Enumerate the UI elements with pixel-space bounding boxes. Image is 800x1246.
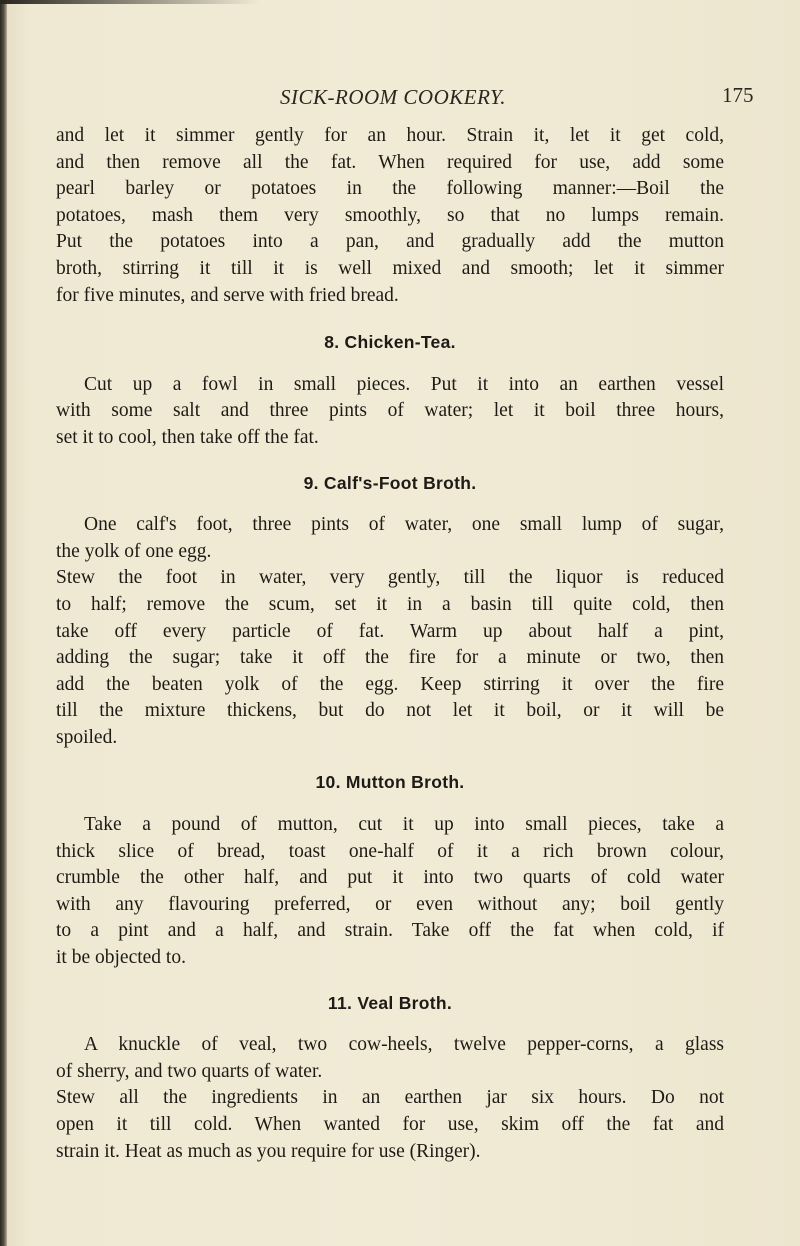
text-line: Cut up a fowl in small pieces. Put it into an earthen vessel <box>84 373 724 395</box>
text-line: A knuckle of veal, two cow-heels, twelve pepper-corns, a glass <box>84 1034 724 1056</box>
text-line: add the beaten yolk of the egg. Keep stirring it over the fire <box>56 673 724 695</box>
text-line: adding the sugar; take it off the fire for a minute or two, then <box>56 647 724 669</box>
paragraph <box>56 812 724 972</box>
text-line: and let it simmer gently for an hour. Strain it, let it get cold, <box>56 125 724 146</box>
text-line: to half; remove the scum, set it in a basin till quite cold, then <box>56 593 724 615</box>
text-line: take off every particle of fat. Warm up about half a pint, <box>56 620 724 642</box>
text-line: with some salt and three pints of water; let it boil three hours, <box>56 400 724 422</box>
paragraph <box>56 123 724 309</box>
page-binding-edge <box>0 0 7 1246</box>
text-line: open it till cold. When wanted for use, skim off the fat and <box>56 1114 724 1135</box>
text-line: till the mixture thickens, but do not let it boil, or it will be <box>56 700 724 722</box>
text-line: Stew all the ingredients in an earthen jar six hours. Do not <box>56 1087 724 1109</box>
recipe-heading: 10. Mutton Broth. <box>315 772 465 793</box>
body-text <box>56 123 724 1165</box>
text-line: and then remove all the fat. When required for use, add some <box>56 151 724 173</box>
text-line: the yolk of one egg. <box>56 540 212 562</box>
running-head <box>0 85 800 115</box>
text-line: to a pint and a half, and strain. Take off the fat when cold, if <box>56 920 724 942</box>
page-top-shadow <box>0 0 260 4</box>
page-number: 175 <box>722 83 754 107</box>
recipe-heading: 11. Veal Broth. <box>327 992 453 1013</box>
text-line: potatoes, mash them very smoothly, so that no lumps remain. <box>56 204 724 226</box>
paragraph <box>56 372 724 452</box>
paragraph <box>56 1085 724 1165</box>
text-line: broth, stirring it till it is well mixed and smooth; let it simmer <box>56 257 724 279</box>
paragraph <box>56 512 724 565</box>
text-line: for five minutes, and serve with fried bread. <box>56 284 399 306</box>
text-line: set it to cool, then take off the fat. <box>56 426 319 448</box>
text-line: spoiled. <box>56 726 118 748</box>
recipe-heading: 9. Calf's-Foot Broth. <box>303 472 477 493</box>
text-line: with any flavouring preferred, or even without any; boil gently <box>56 893 724 915</box>
running-title: SICK-ROOM COOKERY. <box>280 85 507 109</box>
text-line: pearl barley or potatoes in the following manner:—Boil the <box>56 178 724 200</box>
text-line: it be objected to. <box>56 947 186 969</box>
text-line: thick slice of bread, toast one-half of it a rich brown colour, <box>56 840 724 862</box>
recipe-heading: 8. Chicken-Tea. <box>324 332 456 353</box>
text-line: Stew the foot in water, very gently, till the liquor is reduced <box>56 567 724 589</box>
text-line: crumble the other half, and put it into two quarts of cold water <box>56 867 724 889</box>
text-line: Take a pound of mutton, cut it up into small pieces, take a <box>84 814 724 836</box>
text-line: of sherry, and two quarts of water. <box>56 1060 323 1082</box>
paragraph <box>56 565 724 751</box>
text-line: Put the potatoes into a pan, and gradually add the mutton <box>56 231 724 253</box>
text-line: strain it. Heat as much as you require for use (Ringer). <box>56 1140 481 1162</box>
text-line: One calf's foot, three pints of water, one small lump of sugar, <box>84 514 724 536</box>
paragraph <box>56 1032 724 1085</box>
